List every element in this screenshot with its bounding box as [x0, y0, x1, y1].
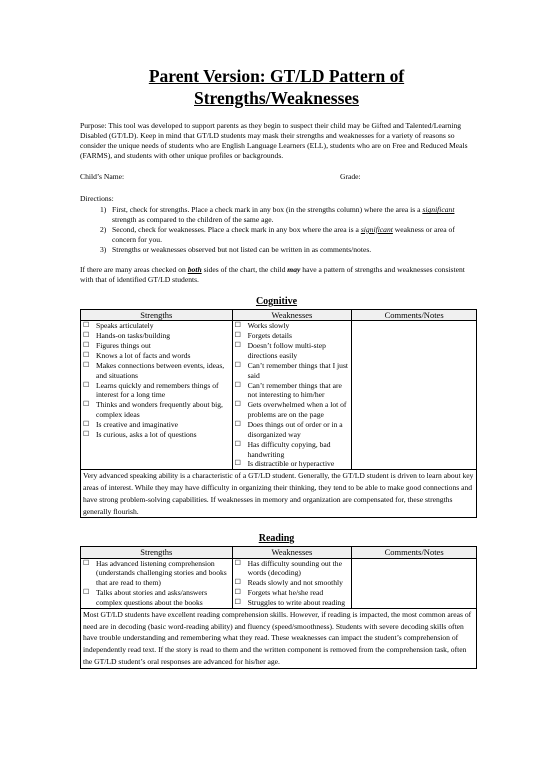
- direction-text-pre: Strengths or weaknesses observed but not listed can be written in as comments/notes.: [112, 244, 372, 254]
- strength-item: [83, 400, 230, 420]
- checkbox-icon[interactable]: ☐: [83, 350, 90, 359]
- child-name-label: Child’s Name:: [80, 172, 125, 182]
- strength-item: [83, 351, 230, 361]
- direction-text-emphasis: significant: [360, 224, 393, 234]
- strength-item-label: Figures things out: [96, 341, 151, 351]
- weakness-item-label: Works slowly: [247, 321, 290, 331]
- direction-item: [100, 205, 473, 225]
- weakness-item: [235, 440, 350, 460]
- weakness-item: [235, 598, 350, 608]
- weakness-item-label: Does things out of order or in a disorganized way: [247, 419, 343, 439]
- strength-item: [83, 331, 230, 341]
- weaknesses-header: Weaknesses: [232, 547, 352, 558]
- strength-item: [83, 361, 230, 381]
- cognitive-strengths-cell: [81, 321, 233, 470]
- weakness-item: [235, 559, 350, 579]
- weakness-item: [235, 400, 350, 420]
- comments-header: Comments/Notes: [352, 310, 477, 321]
- checkbox-icon[interactable]: ☐: [234, 558, 241, 567]
- reading-comments-cell[interactable]: [352, 558, 477, 608]
- direction-text-emphasis: significant: [422, 205, 455, 215]
- strength-item-label: Thinks and wonders frequently about big, complex ideas: [96, 400, 223, 420]
- strength-item-label: Is curious, asks a lot of questions: [96, 429, 197, 439]
- weakness-item: [235, 361, 350, 381]
- cognitive-comments-cell[interactable]: [352, 321, 477, 470]
- direction-number: 2): [100, 224, 107, 234]
- strength-item: [83, 588, 230, 608]
- weakness-item-label: Has difficulty copying, bad handwriting: [247, 439, 331, 459]
- checkbox-icon[interactable]: ☐: [83, 360, 90, 369]
- weakness-item-label: Can’t remember things that I just said: [247, 360, 349, 380]
- checkbox-icon[interactable]: ☐: [83, 331, 90, 340]
- cognitive-note: Very advanced speaking ability is a characteristic of a GT/LD student. Generally, the GT/LD student is driven to learn about key areas of interest. While they may have difficulty in organizing their thinking, they tend to be able to make good connections and have strong problem-solving capabilities. If weaknesses in memory and organization are compensated for, these strengths generally flourish.: [81, 470, 477, 518]
- pattern-text-3: have a pattern of strengths and weaknesses consistent with that of identified GT/LD students.: [80, 265, 465, 285]
- directions-label: Directions:: [80, 194, 114, 204]
- strength-item-label: Is creative and imaginative: [96, 419, 179, 429]
- reading-table: [80, 546, 477, 668]
- checkbox-icon[interactable]: ☐: [234, 419, 241, 428]
- direction-number: 3): [100, 244, 107, 254]
- checkbox-icon[interactable]: ☐: [234, 597, 241, 606]
- strength-item: [83, 420, 230, 430]
- weakness-item-label: Forgets details: [247, 331, 292, 341]
- reading-strengths-list: [81, 559, 232, 608]
- checkbox-icon[interactable]: ☐: [234, 459, 241, 468]
- reading-header-row: [81, 547, 477, 558]
- strengths-header: Strengths: [81, 547, 233, 558]
- checkbox-icon[interactable]: ☐: [83, 588, 90, 597]
- pattern-em-both: both: [187, 265, 202, 275]
- weakness-item: [235, 578, 350, 588]
- weakness-item: [235, 459, 350, 469]
- reading-note: Most GT/LD students have excellent reading comprehension skills. However, if reading is impacted, the most common areas of need are in decoding (basic word-reading ability) and fluency (speed/smoothness). Students with severe decoding skills often have trouble understanding and remembering what they read. These weaknesses can impact the student’s comprehension of independently read text. If the story is read to them and the written component is removed from the comprehension task, often the GT/LD student’s oral responses are advanced for his/her age.: [81, 608, 477, 668]
- reading-weaknesses-cell: [232, 558, 352, 608]
- strength-item-label: Learns quickly and remembers things of interest for a long time: [96, 380, 219, 400]
- cognitive-header-row: [81, 310, 477, 321]
- reading-note-row: [81, 608, 477, 668]
- strength-item: [83, 321, 230, 331]
- strength-item: [83, 430, 230, 440]
- direction-number: 1): [100, 205, 107, 215]
- direction-text-post: weakness or area of concern for you.: [112, 224, 455, 244]
- weakness-item-label: Struggles to write about reading: [247, 597, 346, 607]
- strength-item: [83, 381, 230, 401]
- weakness-item: [235, 331, 350, 341]
- comments-header: Comments/Notes: [352, 547, 477, 558]
- weakness-item: [235, 321, 350, 331]
- cognitive-note-row: [81, 470, 477, 518]
- direction-text-pre: First, check for strengths. Place a check mark in any box (in the strengths column) where the area is a: [112, 205, 423, 215]
- checkbox-icon[interactable]: ☐: [234, 321, 241, 330]
- weaknesses-header: Weaknesses: [232, 310, 352, 321]
- checkbox-icon[interactable]: ☐: [234, 588, 241, 597]
- strength-item-label: Knows a lot of facts and words: [96, 350, 191, 360]
- weakness-item-label: Gets overwhelmed when a lot of problems are on the page: [247, 400, 347, 420]
- reading-title: Reading: [258, 533, 295, 545]
- reading-weaknesses-list: [233, 559, 352, 608]
- checkbox-icon[interactable]: ☐: [234, 331, 241, 340]
- cognitive-strengths-list: [81, 321, 232, 439]
- direction-item: [100, 245, 473, 255]
- cognitive-table: [80, 309, 477, 518]
- checkbox-icon[interactable]: ☐: [83, 558, 90, 567]
- cognitive-body-row: [81, 321, 477, 470]
- cognitive-weaknesses-cell: [232, 321, 352, 470]
- checkbox-icon[interactable]: ☐: [83, 321, 90, 330]
- strengths-header: Strengths: [81, 310, 233, 321]
- checkbox-icon[interactable]: ☐: [83, 341, 90, 350]
- strength-item-label: Makes connections between events, ideas, and situations: [96, 360, 225, 380]
- checkbox-icon[interactable]: ☐: [234, 578, 241, 587]
- pattern-text-2: sides of the chart, the child: [201, 265, 288, 275]
- weakness-item: [235, 381, 350, 401]
- directions-list: [100, 205, 473, 254]
- weakness-item-label: Forgets what he/she read: [247, 588, 324, 598]
- strength-item-label: Hands-on tasks/building: [96, 331, 171, 341]
- direction-text: [112, 225, 473, 245]
- weakness-item: [235, 420, 350, 440]
- checkbox-icon[interactable]: ☐: [234, 341, 241, 350]
- weakness-item: [235, 588, 350, 598]
- strength-item-label: Speaks articulately: [96, 321, 154, 331]
- checkbox-icon[interactable]: ☐: [83, 419, 90, 428]
- checkbox-icon[interactable]: ☐: [234, 439, 241, 448]
- grade-label: Grade:: [340, 172, 361, 182]
- direction-item: [100, 225, 473, 245]
- checkbox-icon[interactable]: ☐: [234, 400, 241, 409]
- direction-text: [112, 205, 473, 225]
- cognitive-weaknesses-list: [233, 321, 352, 469]
- weakness-item-label: Reads slowly and not smoothly: [247, 578, 343, 588]
- strength-item-label: Has advanced listening comprehension (understands challenging stories and books that are read to them): [96, 558, 227, 588]
- strength-item: [83, 559, 230, 589]
- checkbox-icon[interactable]: ☐: [234, 360, 241, 369]
- pattern-em-may: may: [287, 265, 301, 275]
- weakness-item-label: Can’t remember things that are not interesting to him/her: [247, 380, 342, 400]
- weakness-item-label: Doesn’t follow multi-step directions easily: [247, 341, 326, 360]
- reading-strengths-cell: [81, 558, 233, 608]
- checkbox-icon[interactable]: ☐: [83, 429, 90, 438]
- checkbox-icon[interactable]: ☐: [83, 400, 90, 409]
- pattern-text-1: If there are many areas checked on: [80, 265, 188, 275]
- reading-body-row: [81, 558, 477, 608]
- strength-item: [83, 341, 230, 351]
- purpose-text: Purpose: This tool was developed to support parents as they begin to suspect their child may be Gifted and Talented/Learning Disabled (GT/LD). Keep in mind that GT/LD students may mask their strengths and weaknesses for a variety of reasons so consider the unique needs of students who are English Language Learners (ELL), students who are on Free and Reduced Meals (FARMS), and students with other unique profiles or backgrounds.: [80, 121, 468, 160]
- weakness-item: [235, 341, 350, 361]
- page-title: Parent Version: GT/LD Pattern of Strengths/Weaknesses: [148, 66, 405, 108]
- cognitive-title: Cognitive: [255, 296, 298, 308]
- checkbox-icon[interactable]: ☐: [234, 380, 241, 389]
- strength-item-label: Talks about stories and asks/answers complex questions about the books: [96, 588, 208, 607]
- direction-text: [112, 245, 371, 255]
- direction-text-post: strength as compared to the children of the same age.: [112, 215, 274, 225]
- weakness-item-label: Is distractible or hyperactive: [247, 459, 335, 469]
- weakness-item-label: Has difficulty sounding out the words (decoding): [247, 558, 342, 578]
- child-info-row: [80, 172, 473, 182]
- checkbox-icon[interactable]: ☐: [83, 380, 90, 389]
- direction-text-pre: Second, check for weaknesses. Place a check mark in any box where the area is a: [112, 224, 361, 234]
- pattern-explanation: [80, 265, 473, 285]
